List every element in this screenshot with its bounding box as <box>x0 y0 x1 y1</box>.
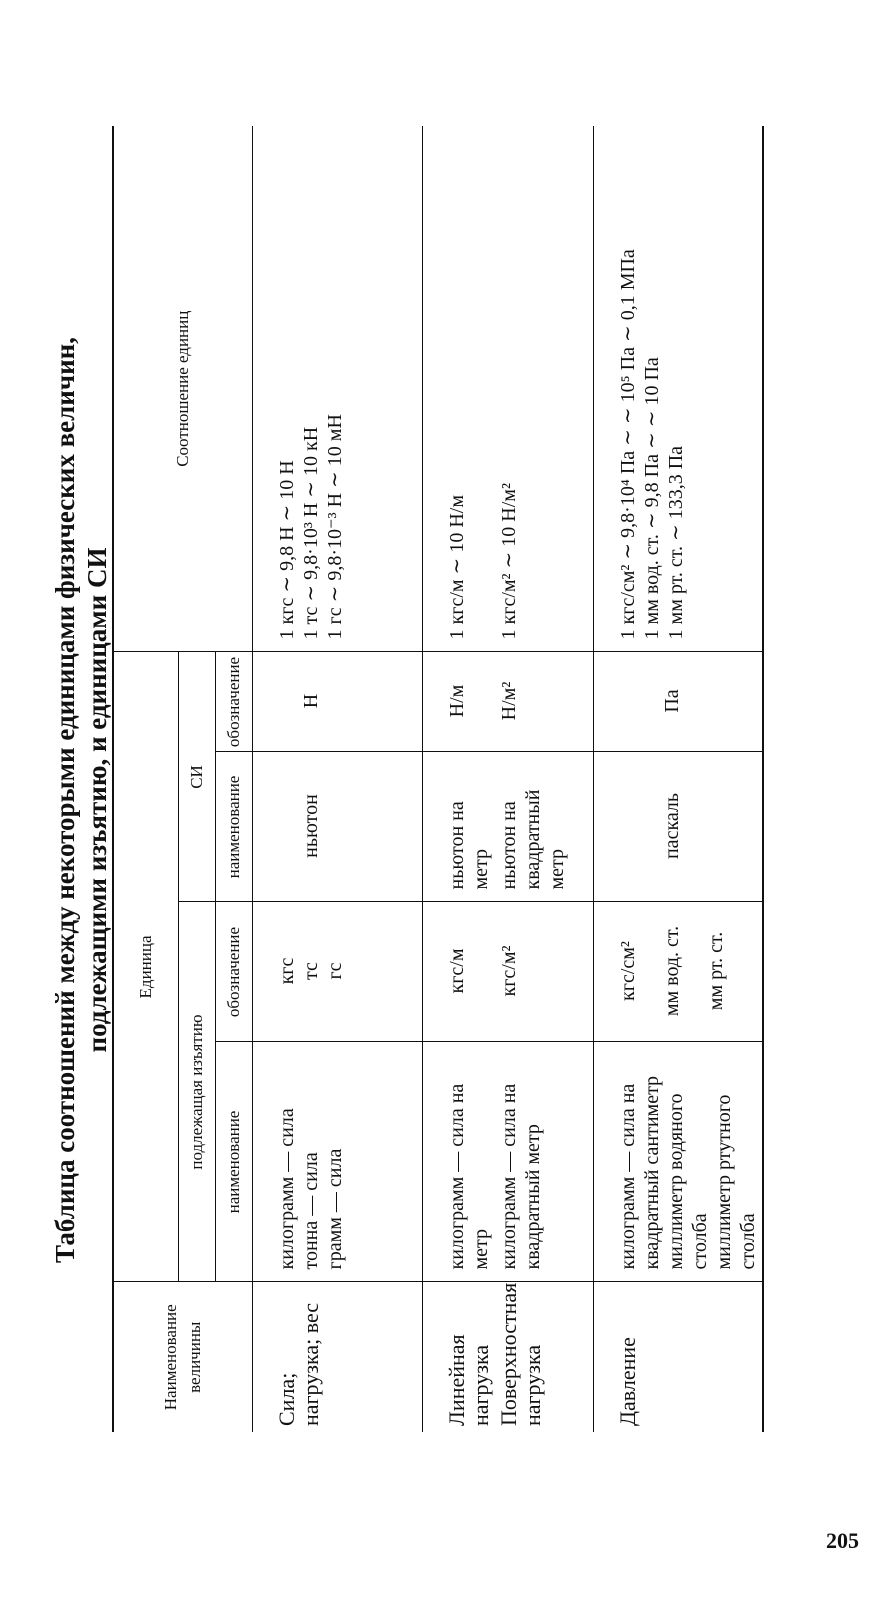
table-title-line-1: Таблица соотношений между некоторыми единицами физических величин, <box>50 337 80 1263</box>
old-symbols-force: кгс тс гс <box>253 902 423 1042</box>
si-name-surface-load: ньютон на квадратный метр <box>493 752 593 902</box>
old-symbol-linear-load: кгс/м <box>423 902 494 1042</box>
units-table <box>112 126 764 1432</box>
quantity-pressure: Давление <box>614 1337 640 1426</box>
si-name-pressure: паскаль <box>593 752 763 902</box>
relations-force: 1 кгс ∼ 9,8 Н ∼ 10 Н 1 тс ∼ 9,8·10³ Н ∼ 10 кН 1 гс ∼ 9,8·10⁻³ Н ∼ 10 мН <box>253 126 423 652</box>
table-row <box>423 126 494 1432</box>
relation-linear-load: 1 кгс/м ∼ 10 Н/м <box>423 126 494 652</box>
si-symbol-surface-load: Н/м² <box>493 652 593 752</box>
si-symbol-linear-load: Н/м <box>423 652 494 752</box>
si-symbol-pressure: Па <box>593 652 763 752</box>
header-si-symbol: обозначение <box>216 652 253 752</box>
si-symbol-force: Н <box>253 652 423 752</box>
old-symbol-surface-load: кгс/м² <box>493 902 593 1042</box>
old-symbols-pressure: кгс/см² мм вод. ст. мм рт. ст. <box>593 902 763 1042</box>
relations-pressure: 1 кгс/см² ∼ 9,8·10⁴ Па ∼ ∼ 10⁵ Па ∼ 0,1 МПа 1 мм вод. ст. ∼ 9,8 Па ∼ ∼ 10 Па 1 мм рт. ст. ∼ 133,3 Па <box>593 126 763 652</box>
table-title-line-2: подлежащими изъятию, и единицами СИ <box>82 547 112 1053</box>
quantity-surface-load: Поверхностная нагрузка <box>496 1282 545 1426</box>
table-row <box>493 126 593 1432</box>
old-name-surface-load: килограмм — сила на квадратный метр <box>493 1042 593 1282</box>
header-old-name: наименование <box>216 1042 253 1282</box>
header-unit: Единица <box>113 652 179 1282</box>
old-names-pressure: килограмм — сила на квадратный сантиметр миллиметр водяного столба миллиметр ртутного столба <box>593 1042 763 1282</box>
page-number: 205 <box>826 1528 859 1553</box>
header-withdrawn: подлежащая изъятию <box>179 902 216 1282</box>
table-row <box>593 126 763 1432</box>
relation-surface-load: 1 кгс/м² ∼ 10 Н/м² <box>493 126 593 652</box>
quantity-linear-load: Линейная нагрузка <box>444 1334 493 1426</box>
table-row <box>253 126 423 1432</box>
old-names-force: килограмм — сила тонна — сила грамм — сила <box>253 1042 423 1282</box>
quantity-force: Сила; нагрузка; вес <box>274 1302 323 1426</box>
header-si-name: наименование <box>216 752 253 902</box>
si-name-linear-load: ньютон на метр <box>423 752 494 902</box>
old-name-linear-load: килограмм — сила на метр <box>423 1042 494 1282</box>
header-quantity: Наименование величины <box>113 1282 253 1432</box>
header-old-symbol: обозначение <box>216 902 253 1042</box>
si-name-force: ньютон <box>253 752 423 902</box>
header-si: СИ <box>179 652 216 902</box>
header-relation: Соотношение единиц <box>113 126 253 652</box>
